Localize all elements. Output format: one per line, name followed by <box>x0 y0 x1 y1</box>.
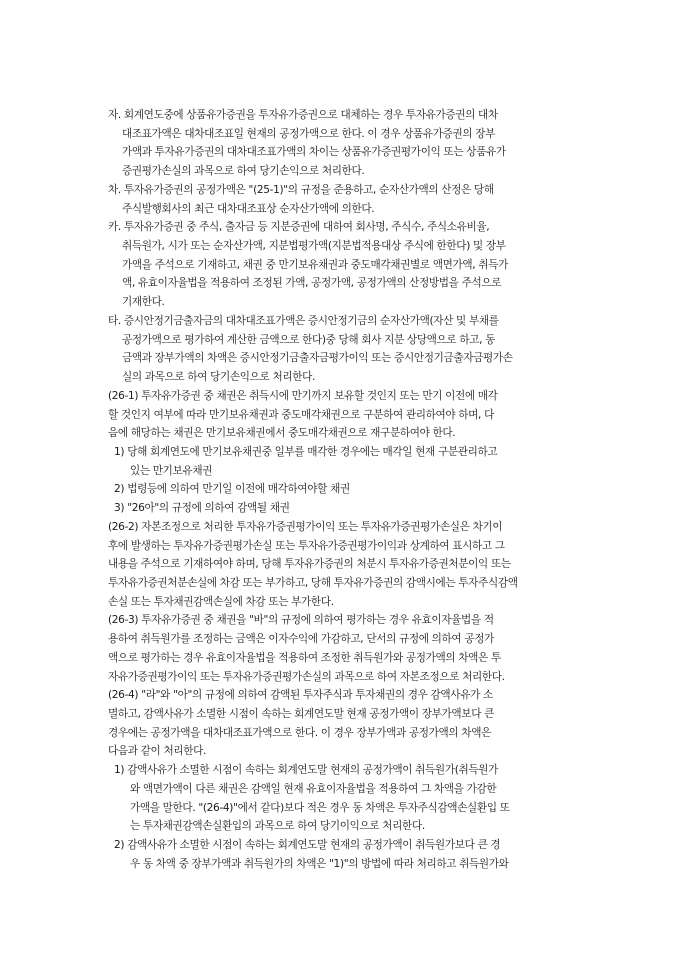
text-line: 카. 투자유가증권 중 주식, 출자금 등 지분증권에 대하여 회사명, 주식수, 주식소유비율, <box>108 221 490 234</box>
text-line: 투자유가증권처분손실에 차감 또는 부가하고, 당해 투자유가증권의 감액시에는 투자주식감액 <box>108 576 518 589</box>
text-line: 차. 투자유가증권의 공정가액은 "(25-1)"의 규정을 준용하고, 순자산가액의 산정은 당해 <box>108 183 494 196</box>
text-line: 대조표가액은 대차대조표일 현재의 공정가액으로 한다. 이 경우 상품유가증권의 장부 <box>122 127 496 140</box>
text-line: 1) 당해 회계연도에 만기보유채권중 일부를 매각한 경우에는 매각일 현재 구분관리하고 <box>114 445 498 458</box>
text-line: 1) 감액사유가 소멸한 시점이 속하는 회계연도말 현재의 공정가액이 취득원가(취득원가 <box>114 764 499 777</box>
text-line: 있는 만기보유채권 <box>130 464 213 477</box>
text-line: 자유가증권평가이익 또는 투자유가증권평가손실의 과목으로 하여 자본조정으로 처리한다. <box>108 670 505 683</box>
text-line: 손실 또는 투자채권감액손실에 차감 또는 부가한다. <box>108 595 334 608</box>
text-line: 가액과 투자유가증권의 대차대조표가액의 차이는 상품유가증권평가이익 또는 상품유가 <box>122 146 506 159</box>
text-line: 증권평가손실의 과목으로 하여 당기손익으로 처리한다. <box>122 165 365 178</box>
text-line: 는 투자채권감액손실환입의 과목으로 하여 당기이익으로 처리한다. <box>130 820 425 833</box>
text-line: 가액을 말한다. "(26-4)"에서 같다)보다 적은 경우 동 차액은 투자주식감액손실환입 또 <box>130 801 510 814</box>
text-line: 타. 증시안정기금출자금의 대차대조표가액은 증시안정기금의 순자산가액(자산 및 부채를 <box>108 314 499 327</box>
text-line: 자. 회계연도중에 상품유가증권을 투자유가증권으로 대체하는 경우 투자유가증권의 대차 <box>108 109 498 121</box>
document-body <box>108 106 583 873</box>
text-line: (26-2) 자본조정으로 처리한 투자유가증권평가이익 또는 투자유가증권평가손실은 차기이 <box>108 520 503 533</box>
text-line: 취득원가, 시가 또는 순자산가액, 지분법평가액(지분법적용대상 주식에 한한다) 및 장부 <box>122 240 506 253</box>
text-line: 공정가액으로 평가하여 계산한 금액으로 한다)중 당해 회사 지분 상당액으로 하고, 동 <box>122 333 496 346</box>
text-line: (26-4) "라"와 "아"의 규정에 의하여 감액된 투자주식과 투자채권의 경우 감액사유가 소 <box>108 689 493 702</box>
text-line: 실의 과목으로 하여 당기손익으로 처리한다. <box>122 371 315 384</box>
text-line: (26-1) 투자유가증권 중 채권은 취득시에 만기까지 보유할 것인지 또는 만기 이전에 매각 <box>108 389 498 402</box>
text-line: 할 것인지 여부에 따라 만기보유채권과 중도매각채권으로 구분하여 관리하여야 하며, 다 <box>108 408 494 421</box>
text-line: 음에 해당하는 채권은 만기보유채권에서 중도매각채권으로 재구분하여야 한다. <box>108 427 456 440</box>
text-line: 다음과 같이 처리한다. <box>108 745 207 758</box>
text-line: 와 액면가액이 다른 채권은 감액일 현재 유효이자율법을 적용하여 그 차액을 가감한 <box>130 782 497 795</box>
text-line: 멸하고, 감액사유가 소멸한 시점이 속하는 회계연도말 현재 공정가액이 장부가액보다 큰 <box>108 708 494 720</box>
text-line: 가액을 주석으로 기재하고, 채권 중 만기보유채권과 중도매각채권별로 액면가액, 취득가 <box>122 258 508 271</box>
text-line: 내용을 주석으로 기재하여야 하며, 당해 투자유가증권의 처분시 투자유가증권처분이익 또는 <box>108 558 511 571</box>
text-line: 3) "26아"의 규정에 의하여 감액될 채권 <box>114 502 290 515</box>
text-line: 후에 발생하는 투자유가증권평가손실 또는 투자유가증권평가이익과 상계하여 표시하고 그 <box>108 539 505 552</box>
text-line: (26-3) 투자유가증권 중 채권을 "바"의 규정에 의하여 평가하는 경우 유효이자율법을 적 <box>108 614 494 627</box>
text-line: 2) 법령등에 의하여 만기일 이전에 매각하여야할 채권 <box>114 483 350 496</box>
text-line: 주식발행회사의 최근 대차대조표상 순자산가액에 의한다. <box>122 202 375 215</box>
text-line: 용하여 취득원가를 조정하는 금액은 이자수익에 가감하고, 단서의 규정에 의하여 공정가 <box>108 633 494 646</box>
text-line: 액, 유효이자율법을 적용하여 조정된 가액, 공정가액, 공정가액의 산정방법을 주석으로 <box>122 277 502 290</box>
text-line: 금액과 장부가액의 차액은 증시안정기금출자금평가이익 또는 증시안정기금출자금평가손 <box>122 352 513 365</box>
text-line: 2) 감액사유가 소멸한 시점이 속하는 회계연도말 현재의 공정가액이 취득원가보다 큰 경 <box>114 839 501 852</box>
text-line: 기재한다. <box>122 296 165 309</box>
text-line: 경우에는 공정가액을 대차대조표가액으로 한다. 이 경우 장부가액과 공정가액의 차액은 <box>108 726 491 739</box>
text-line: 우 동 차액 중 장부가액과 취득원가의 차액은 "1)"의 방법에 따라 처리하고 취득원가와 <box>130 857 509 870</box>
text-line: 액으로 평가하는 경우 유효이자율법을 적용하여 조정한 취득원가와 공정가액의 차액은 투 <box>108 651 501 664</box>
